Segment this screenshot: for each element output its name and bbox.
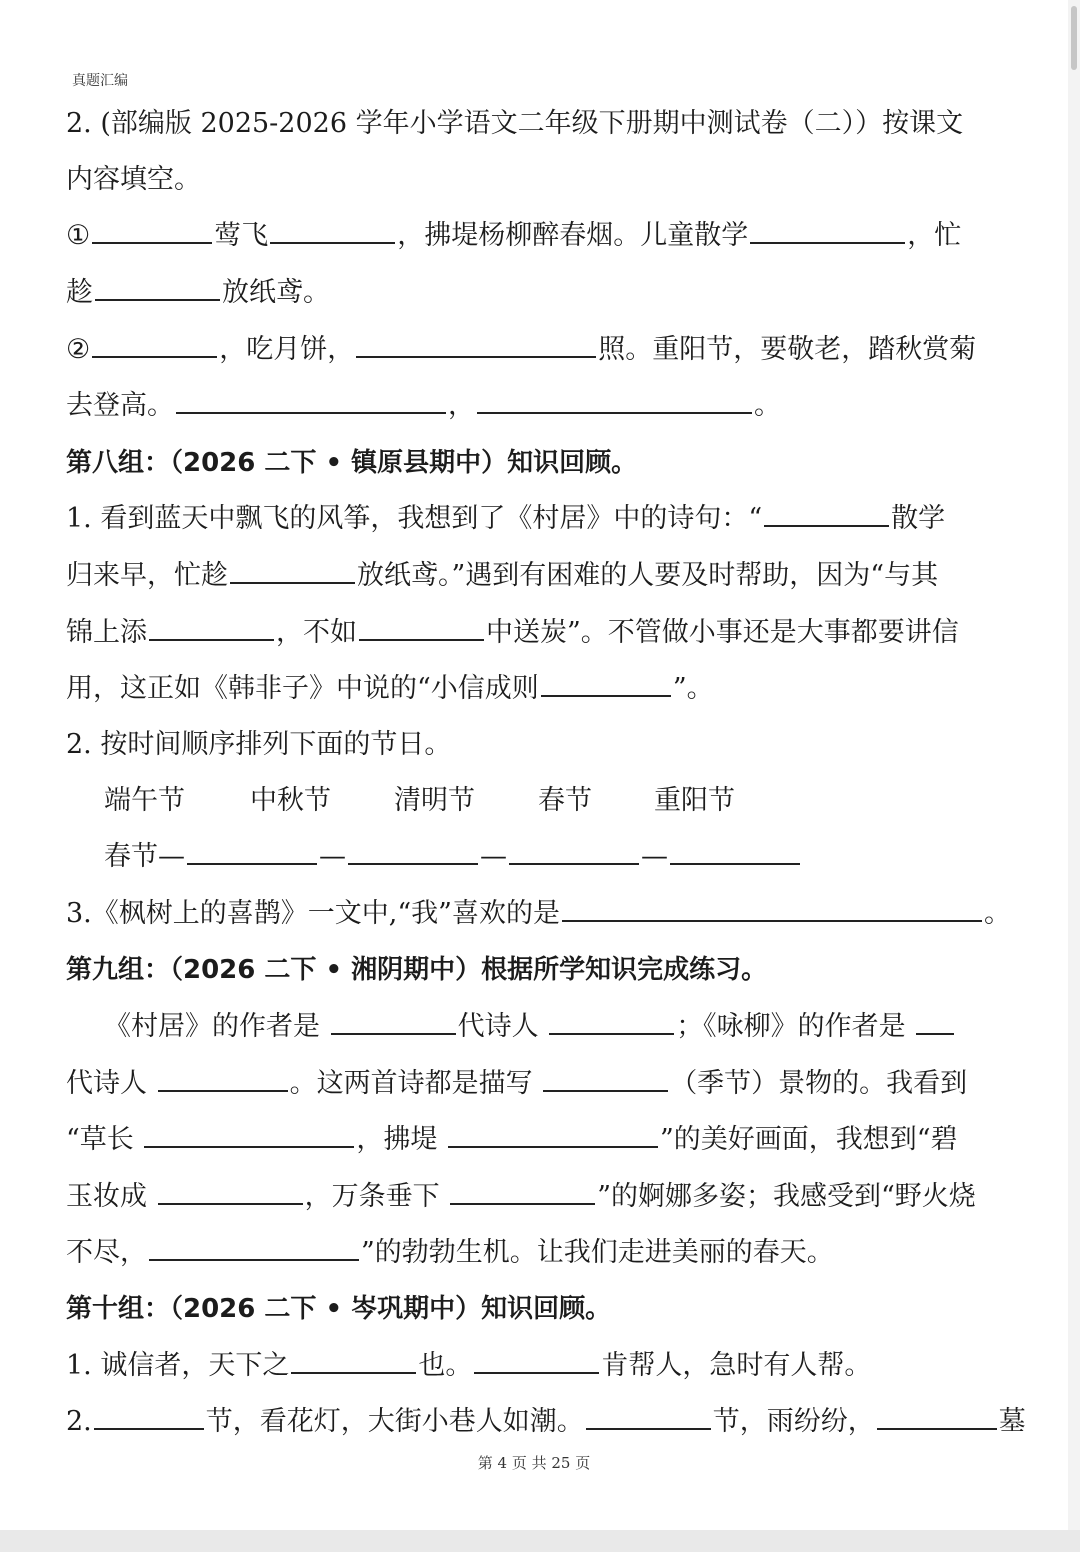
festival-item: 重阳节 <box>654 785 735 816</box>
answer-blank[interactable] <box>92 355 217 358</box>
scrollbar-thumb[interactable] <box>1071 6 1077 70</box>
text: 3.《枫树上的喜鹊》一文中,“我”喜欢的是 <box>66 898 560 929</box>
answer-blank[interactable] <box>149 638 274 641</box>
text: ，忙 <box>907 220 962 251</box>
text: 节，看花灯，大街小巷人如潮。 <box>205 1406 584 1437</box>
text: 节，雨纷纷， <box>712 1406 875 1437</box>
answer-blank[interactable] <box>144 1145 354 1148</box>
dash: — <box>319 841 346 872</box>
text: ”的婀娜多姿；我感受到“野火烧 <box>597 1181 976 1212</box>
text: 不尽， <box>66 1237 147 1268</box>
text: 放纸鸢。 <box>222 277 330 308</box>
festival-order <box>104 843 1008 870</box>
q2-text: 2. (部编版 2025-2026 学年小学语文二年级下册期中测试卷（二））按课文 <box>66 108 964 139</box>
text: ；《咏柳》的作者是 <box>676 1011 906 1042</box>
answer-blank[interactable] <box>916 1032 954 1035</box>
festival-item: 中秋节 <box>250 785 331 816</box>
text: 墓 <box>998 1406 1026 1437</box>
text: ，不如 <box>276 617 357 648</box>
answer-blank[interactable] <box>92 241 212 244</box>
group-8-title: 第八组：（2026 二下 • 镇原县期中）知识回顾。 <box>66 448 638 478</box>
text: 2. <box>66 1406 92 1437</box>
answer-blank[interactable] <box>509 862 639 865</box>
answer-blank[interactable] <box>158 1202 303 1205</box>
answer-blank[interactable] <box>359 638 484 641</box>
text: 归来早，忙趁 <box>66 560 228 591</box>
text: 中送炭”。不管做小事还是大事都要讲信 <box>486 617 959 648</box>
answer-blank[interactable] <box>94 1427 204 1430</box>
text: （季节）景物的。我看到 <box>670 1068 968 1099</box>
vertical-scrollbar[interactable] <box>1068 0 1080 1552</box>
q2-line-6 <box>66 392 1008 419</box>
answer-blank[interactable] <box>549 1032 674 1035</box>
text: 玉妆成 <box>66 1181 147 1212</box>
g9-line-4 <box>66 1183 1008 1210</box>
g9-line-5 <box>66 1239 1008 1266</box>
text: ， <box>448 390 475 421</box>
answer-blank[interactable] <box>230 581 355 584</box>
answer-blank[interactable] <box>750 241 905 244</box>
circled-number: ② <box>66 334 91 365</box>
answer-blank[interactable] <box>562 919 982 922</box>
text: 《村居》的作者是 <box>104 1011 320 1042</box>
text: 趁 <box>66 277 93 308</box>
answer-blank[interactable] <box>450 1202 595 1205</box>
g8-q1-line-3 <box>66 619 1008 646</box>
answer-blank[interactable] <box>291 1371 416 1374</box>
circled-number: ① <box>66 220 91 251</box>
page-footer: 第 4 页 共 25 页 <box>477 1454 591 1472</box>
text: 春节— <box>104 841 185 872</box>
q2-line-1 <box>66 110 1008 137</box>
answer-blank[interactable] <box>176 411 446 414</box>
answer-blank[interactable] <box>95 298 220 301</box>
q2-line-2 <box>66 166 1008 193</box>
text: 。 <box>754 390 781 421</box>
page-bottom-edge <box>0 1530 1080 1552</box>
text: ，万条垂下 <box>304 1181 440 1212</box>
g10-q1 <box>66 1352 1008 1379</box>
text: 肯帮人，急时有人帮。 <box>601 1350 872 1381</box>
answer-blank[interactable] <box>348 862 478 865</box>
text: 1. 诚信者，天下之 <box>66 1350 290 1381</box>
text: 散学 <box>891 503 946 534</box>
g9-line-1 <box>104 1013 1008 1040</box>
text: ，吃月饼， <box>219 334 355 365</box>
text: ”。 <box>672 673 714 704</box>
text: 用，这正如《韩非子》中说的“小信成则 <box>66 673 539 704</box>
group-9-title: 第九组：（2026 二下 • 湘阴期中）根据所学知识完成练习。 <box>66 955 768 985</box>
q2-line-4 <box>66 279 1008 306</box>
answer-blank[interactable] <box>270 241 395 244</box>
text: 放纸鸢。”遇到有困难的人要及时帮助，因为“与其 <box>357 560 939 591</box>
g10-q2 <box>66 1406 1026 1437</box>
text: 1. 看到蓝天中飘飞的风筝，我想到了《村居》中的诗句：“ <box>66 503 763 534</box>
answer-blank[interactable] <box>877 1427 997 1430</box>
answer-blank[interactable] <box>670 862 800 865</box>
dash: — <box>480 841 507 872</box>
answer-blank[interactable] <box>474 1371 599 1374</box>
page-header: 真题汇编 <box>72 73 128 89</box>
text: 。这两首诗都是描写 <box>289 1068 533 1099</box>
answer-blank[interactable] <box>541 694 671 697</box>
answer-blank[interactable] <box>149 1258 359 1261</box>
g8-q1-line-2 <box>66 562 1008 589</box>
festival-item: 端午节 <box>104 785 185 816</box>
text: ，拂堤杨柳醉春烟。儿童散学 <box>397 220 749 251</box>
text: 锦上添 <box>66 617 147 648</box>
text: 莺飞 <box>214 220 269 251</box>
q2-line-3 <box>66 222 1008 249</box>
text: 代诗人 <box>457 1011 539 1042</box>
g9-line-3 <box>66 1126 1008 1153</box>
answer-blank[interactable] <box>477 411 752 414</box>
text: “草长 <box>66 1124 134 1155</box>
g8-q1-line-1 <box>66 505 1008 532</box>
g9-line-2 <box>66 1070 1008 1097</box>
festival-list <box>104 787 1008 814</box>
g8-q3 <box>66 898 1011 929</box>
text: 去登高。 <box>66 390 174 421</box>
festival-item: 春节 <box>538 785 592 816</box>
answer-blank[interactable] <box>158 1089 288 1092</box>
g8-q2: 2. 按时间顺序排列下面的节日。 <box>66 729 452 760</box>
answer-blank[interactable] <box>586 1427 711 1430</box>
answer-blank[interactable] <box>543 1089 668 1092</box>
q2-line-5 <box>66 336 1008 363</box>
group-10-title: 第十组：（2026 二下 • 岑巩期中）知识回顾。 <box>66 1294 612 1324</box>
text: ”的美好画面，我想到“碧 <box>660 1124 958 1155</box>
text: 照。重阳节，要敬老，踏秋赏菊 <box>598 334 977 365</box>
text: 。 <box>983 898 1011 929</box>
answer-blank[interactable] <box>764 524 889 527</box>
text: ”的勃勃生机。让我们走进美丽的春天。 <box>361 1237 834 1268</box>
g8-q1-line-4 <box>66 675 1008 702</box>
festival-item: 清明节 <box>394 785 475 816</box>
answer-blank[interactable] <box>331 1032 456 1035</box>
text: ，拂堤 <box>356 1124 438 1155</box>
answer-blank[interactable] <box>356 355 596 358</box>
answer-blank[interactable] <box>448 1145 658 1148</box>
text: 也。 <box>418 1350 473 1381</box>
answer-blank[interactable] <box>187 862 317 865</box>
q2-text-cont: 内容填空。 <box>66 164 201 195</box>
dash: — <box>641 841 668 872</box>
text: 代诗人 <box>66 1068 147 1099</box>
